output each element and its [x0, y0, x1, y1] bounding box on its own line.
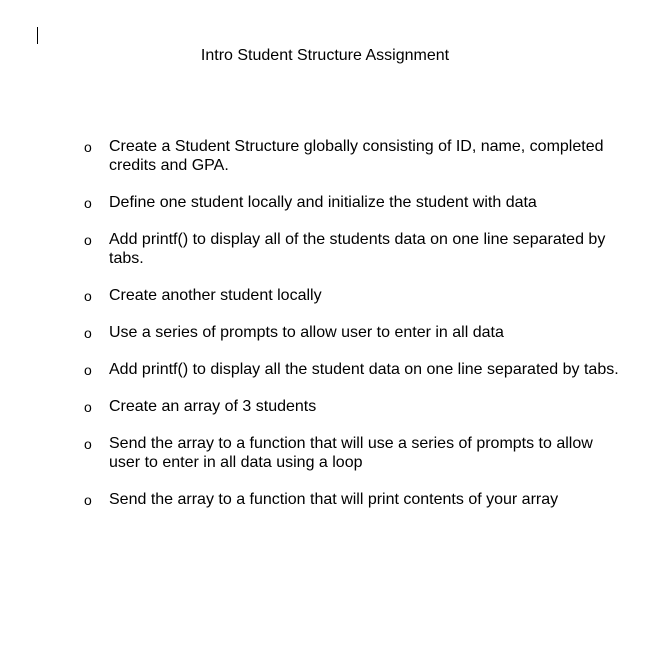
bullet-circle-icon: o	[84, 325, 92, 341]
text-cursor	[37, 27, 38, 44]
bullet-circle-icon: o	[84, 362, 92, 378]
list-item-text: Define one student locally and initialize the student with data	[109, 194, 537, 211]
list-item-text: Create a Student Structure globally consisting of ID, name, completed credits and GPA.	[109, 138, 604, 174]
list-item	[84, 230, 624, 268]
list-item	[84, 286, 624, 305]
document-title: Intro Student Structure Assignment	[200, 47, 450, 64]
list-item	[84, 434, 624, 472]
bullet-circle-icon: o	[84, 288, 92, 304]
list-item	[84, 137, 624, 175]
bullet-circle-icon: o	[84, 436, 92, 452]
list-item	[84, 490, 624, 509]
list-item-text: Create another student locally	[109, 287, 322, 304]
list-item-text: Use a series of prompts to allow user to enter in all data	[109, 324, 504, 341]
assignment-bullet-list	[84, 137, 624, 527]
list-item-text: Send the array to a function that will use a series of prompts to allow user to enter in all data using a loop	[109, 435, 593, 471]
list-item-text: Add printf() to display all of the students data on one line separated by tabs.	[109, 231, 606, 267]
bullet-circle-icon: o	[84, 139, 92, 155]
list-item	[84, 397, 624, 416]
list-item	[84, 193, 624, 212]
bullet-circle-icon: o	[84, 399, 92, 415]
list-item-text: Send the array to a function that will print contents of your array	[109, 491, 559, 508]
bullet-circle-icon: o	[84, 195, 92, 211]
list-item	[84, 323, 624, 342]
list-item-text: Create an array of 3 students	[109, 398, 317, 415]
list-item-text: Add printf() to display all the student data on one line separated by tabs.	[109, 361, 619, 378]
bullet-circle-icon: o	[84, 492, 92, 508]
list-item	[84, 360, 624, 379]
bullet-circle-icon: o	[84, 232, 92, 248]
